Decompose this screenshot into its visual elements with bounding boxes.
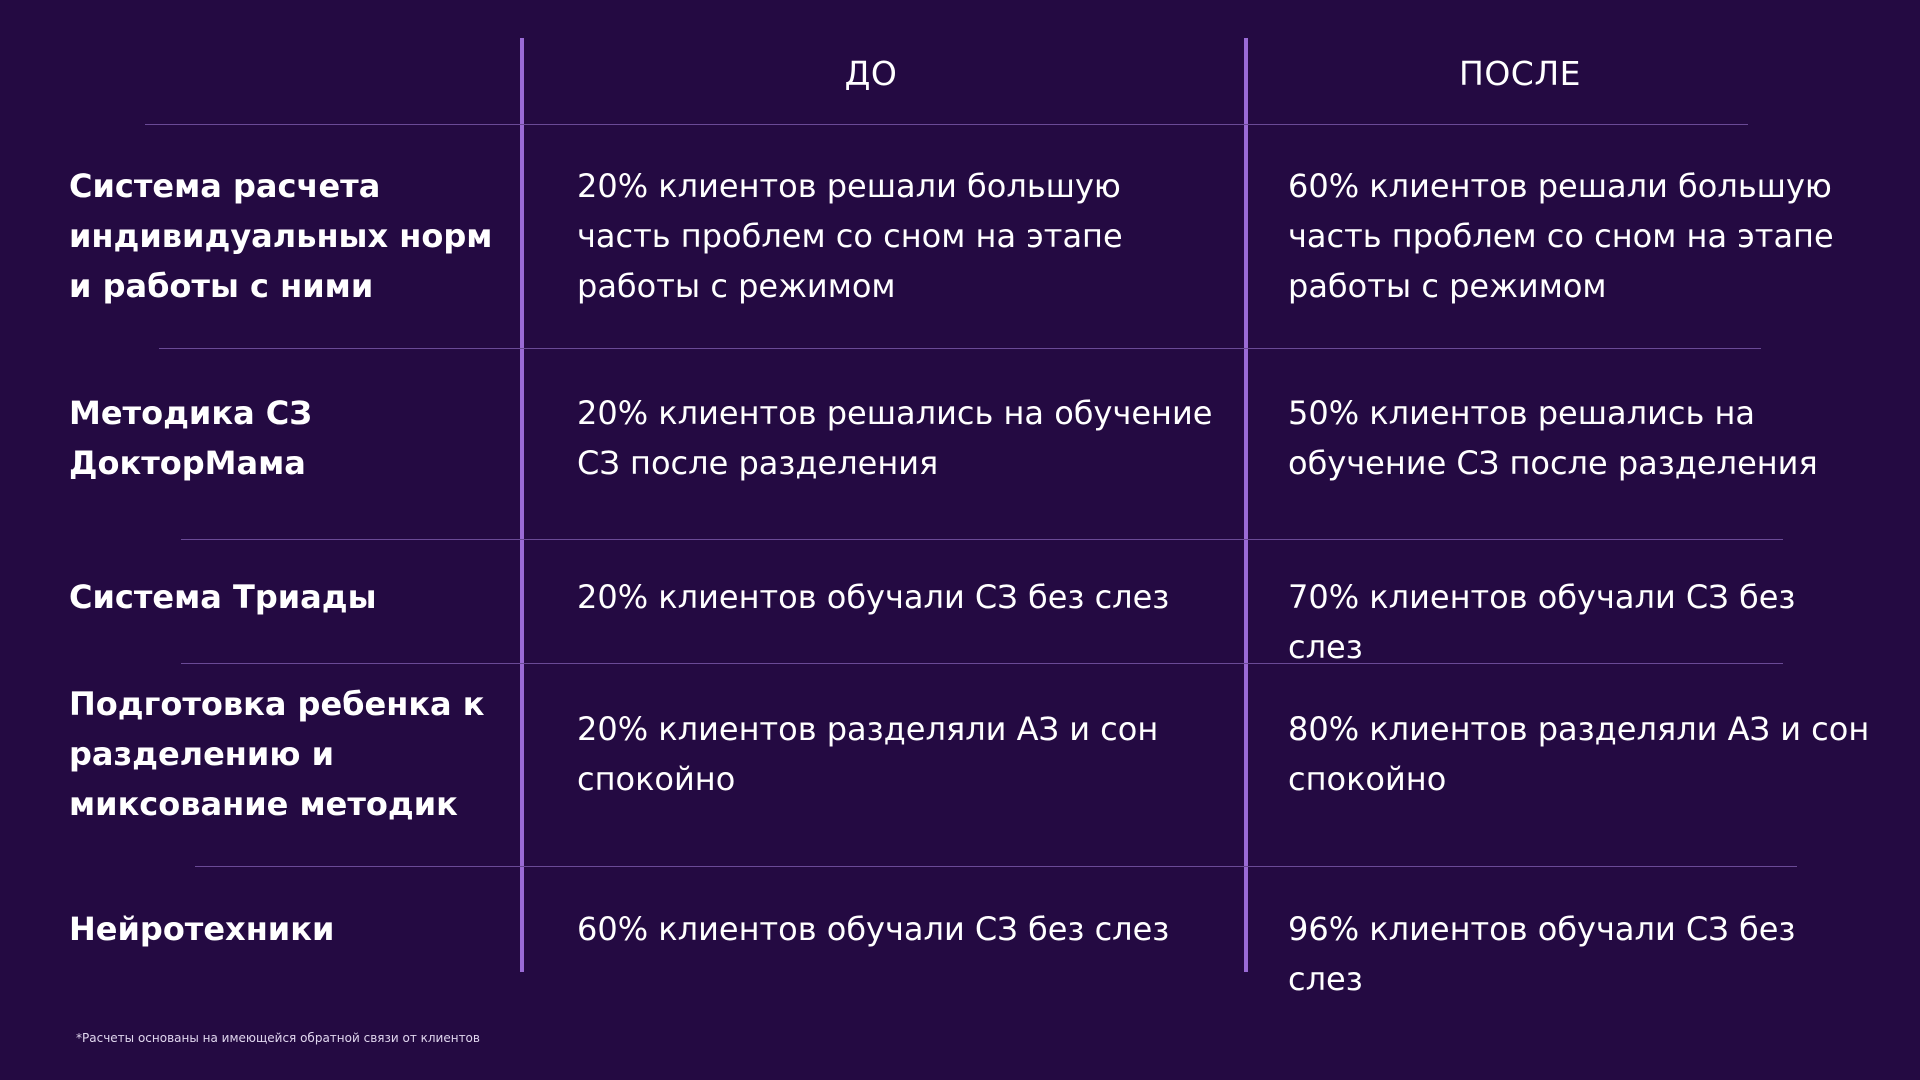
column-header-after: ПОСЛЕ <box>1459 54 1581 93</box>
cell-after-doktormama-method: 50% клиентов решались на обучение СЗ после разделения <box>1288 394 1818 482</box>
footnote: *Расчеты основаны на имеющейся обратной связи от клиентов <box>76 1031 480 1045</box>
column-divider-right <box>1244 38 1248 972</box>
cell-before-norms-system: 20% клиентов решали большую часть проблем со сном на этапе работы с режимом <box>577 167 1123 305</box>
row-divider <box>195 866 1797 867</box>
cell-before-neurotechniques: 60% клиентов обучали СЗ без слез <box>577 910 1170 948</box>
row-label-doktormama-method: Методика СЗ ДокторМама <box>69 394 313 482</box>
cell-after-triad-system: 70% клиентов обучали СЗ без слез <box>1288 578 1796 666</box>
cell-after-neurotechniques: 96% клиентов обучали СЗ без слез <box>1288 910 1796 998</box>
cell-before-doktormama-method: 20% клиентов решались на обучение СЗ после разделения <box>577 394 1213 482</box>
row-label-separation-prep: Подготовка ребенка к разделению и миксование методик <box>69 685 485 823</box>
column-header-before: ДО <box>844 54 898 93</box>
cell-before-separation-prep: 20% клиентов разделяли АЗ и сон спокойно <box>577 710 1159 798</box>
row-label-triad-system: Система Триады <box>69 578 377 616</box>
cell-before-triad-system: 20% клиентов обучали СЗ без слез <box>577 578 1170 616</box>
cell-after-separation-prep: 80% клиентов разделяли АЗ и сон спокойно <box>1288 710 1870 798</box>
column-divider-left <box>520 38 524 972</box>
row-divider <box>159 348 1761 349</box>
row-divider <box>181 539 1783 540</box>
row-label-neurotechniques: Нейротехники <box>69 910 335 948</box>
row-label-norms-system: Система расчета индивидуальных норм и работы с ними <box>69 167 493 305</box>
header-divider <box>145 124 1748 125</box>
cell-after-norms-system: 60% клиентов решали большую часть проблем со сном на этапе работы с режимом <box>1288 167 1834 305</box>
